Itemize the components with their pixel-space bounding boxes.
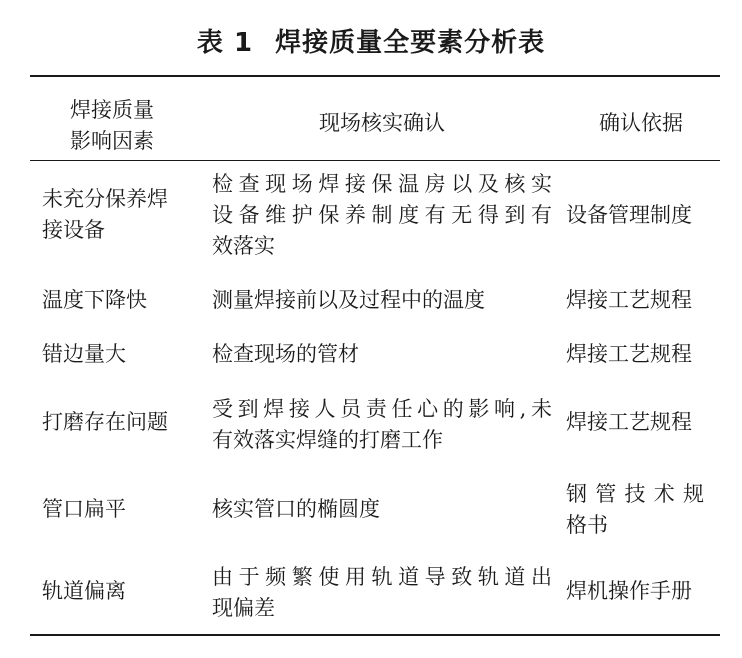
row-2-factor: [42, 285, 202, 316]
header-basis: 确认依据: [599, 111, 683, 135]
row-5-basis-line: 钢管技术规: [566, 482, 704, 506]
row-5-check: [212, 494, 552, 525]
row-3-check: [212, 339, 552, 370]
row-4-basis: [566, 407, 716, 438]
header-factor-line2: 影响因素: [70, 129, 154, 153]
header-factor: [42, 95, 182, 157]
row-5-factor-line: 管口扁平: [42, 497, 126, 521]
row-4-basis-line: 焊接工艺规程: [566, 410, 692, 434]
row-5-basis-line: 格书: [566, 513, 608, 537]
row-1-basis: [566, 200, 716, 231]
row-6-check-line: 现偏差: [212, 596, 275, 620]
row-2-basis: [566, 285, 716, 316]
row-1-factor-line: 接设备: [42, 218, 105, 242]
row-6-basis-line: 焊机操作手册: [566, 579, 692, 603]
row-1-factor-line: 未充分保养焊: [42, 187, 168, 211]
table-title-text: 焊接质量全要素分析表: [275, 28, 546, 58]
row-2-basis-line: 焊接工艺规程: [566, 288, 692, 312]
row-4-check: [212, 394, 552, 456]
bottom-rule: [30, 634, 720, 636]
top-rule: [30, 75, 720, 77]
row-3-check-line: 检查现场的管材: [212, 342, 359, 366]
row-6-check: [212, 562, 552, 624]
table-title: [0, 22, 742, 59]
row-2-check-line: 测量焊接前以及过程中的温度: [212, 288, 485, 312]
row-5-factor: [42, 494, 202, 525]
row-1-check-line: 检查现场焊接保温房以及核实: [212, 172, 552, 196]
row-3-basis-line: 焊接工艺规程: [566, 342, 692, 366]
row-4-check-line: 有效落实焊缝的打磨工作: [212, 428, 443, 452]
row-5-basis: [566, 479, 704, 541]
row-1-check-line: 效落实: [212, 234, 275, 258]
header-check: 现场核实确认: [319, 111, 445, 135]
row-6-check-line: 由于频繁使用轨道导致轨道出: [212, 565, 552, 589]
row-3-factor: [42, 339, 202, 370]
row-1-basis-line: 设备管理制度: [566, 203, 692, 227]
row-2-factor-line: 温度下降快: [42, 288, 147, 312]
row-6-factor-line: 轨道偏离: [42, 579, 126, 603]
row-5-check-line: 核实管口的椭圆度: [212, 497, 380, 521]
row-6-basis: [566, 576, 716, 607]
row-6-factor: [42, 576, 202, 607]
row-3-factor-line: 错边量大: [42, 342, 126, 366]
row-1-check-line: 设备维护保养制度有无得到有: [212, 203, 552, 227]
table-number: 表 1: [196, 28, 254, 58]
header-rule: [30, 160, 720, 161]
header-factor-line1: 焊接质量: [70, 98, 154, 122]
row-4-check-line: 受到焊接人员责任心的影响,未: [212, 397, 552, 421]
row-2-check: [212, 285, 552, 316]
row-1-check: [212, 169, 552, 262]
row-4-factor: [42, 407, 202, 438]
row-3-basis: [566, 339, 716, 370]
row-4-factor-line: 打磨存在问题: [42, 410, 168, 434]
row-1-factor: [42, 184, 202, 246]
